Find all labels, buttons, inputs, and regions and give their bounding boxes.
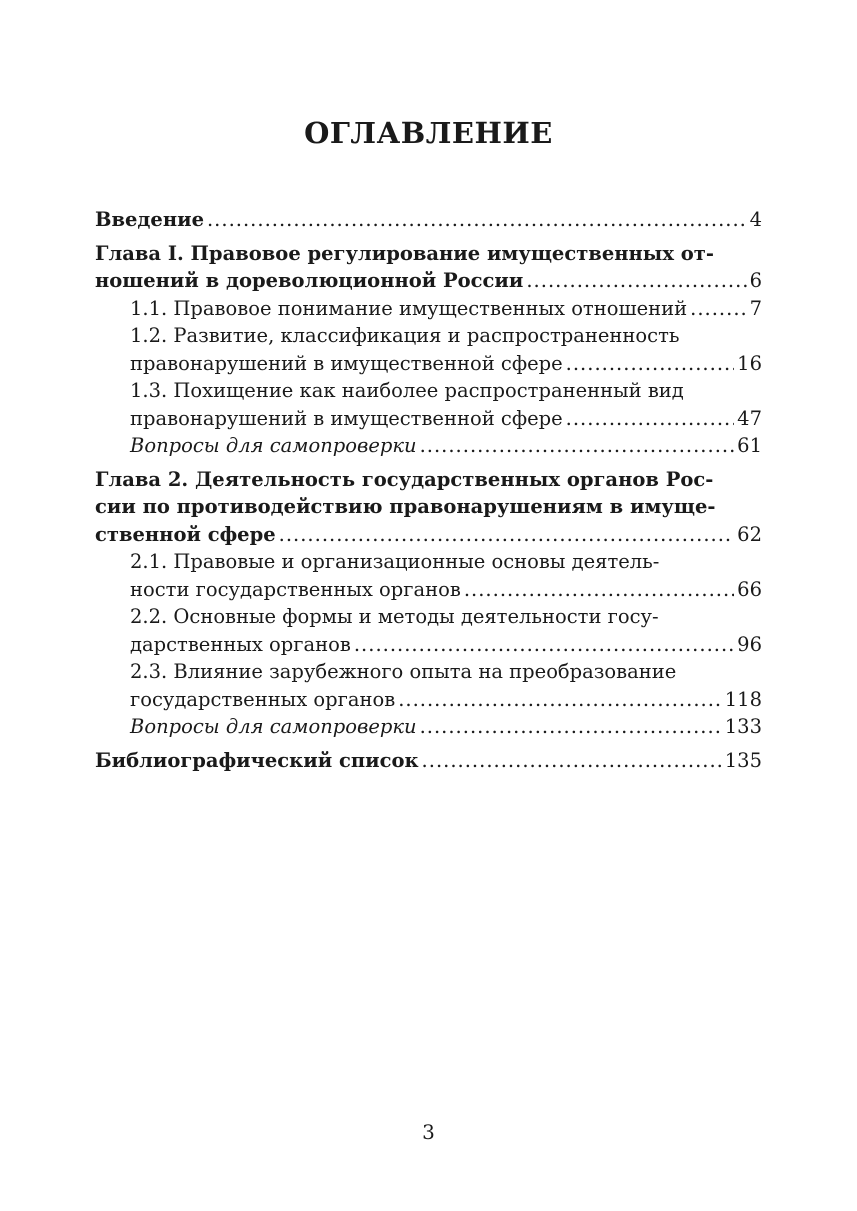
toc-entry-section-2-1[interactable]: [95, 548, 762, 603]
toc-entry-chapter-1[interactable]: [95, 240, 762, 295]
toc-entry-title: Вопросы для самопроверки: [130, 715, 417, 738]
toc-entry-title-line: ственной сфере: [95, 522, 276, 546]
toc-entry-bibliography[interactable]: [95, 747, 762, 775]
leader-dots: [420, 713, 722, 741]
toc-page-number: 4: [749, 208, 762, 231]
page-number: 3: [422, 1120, 435, 1144]
leader-dots: [398, 686, 722, 714]
leader-dots: [420, 432, 735, 460]
leader-dots: [279, 521, 735, 549]
toc-page-number: 133: [724, 715, 762, 738]
toc-entry-title-line: 2.2. Основные формы и методы деятельности госу-: [130, 605, 659, 628]
toc-page-number: 135: [724, 748, 762, 772]
toc-entry-title-line: правонарушений в имущественной сфере: [130, 406, 563, 430]
toc-entry-section-1-2[interactable]: [95, 322, 762, 377]
toc-entry-title-line: ношений в дореволюционной России: [95, 269, 524, 292]
toc-entry-title-line: 1.3. Похищение как наиболее распространенный вид: [130, 379, 684, 402]
toc-entry-self-check-1[interactable]: [95, 432, 762, 460]
toc-entry-section-2-2[interactable]: [95, 603, 762, 658]
toc-entry-self-check-2[interactable]: [95, 713, 762, 741]
toc-page-number: 66: [737, 577, 762, 601]
toc-entry-title-line: 1.2. Развитие, классификация и распространенность: [130, 324, 680, 347]
toc-entry-title: Библиографический список: [95, 748, 419, 772]
toc-entry-chapter-2[interactable]: [95, 466, 762, 549]
toc-entry-title-line: 2.1. Правовые и организационные основы деятель-: [130, 550, 660, 573]
toc-page-number: 118: [724, 687, 762, 711]
leader-dots: [464, 576, 734, 604]
table-of-contents: [95, 206, 762, 774]
toc-entry-title-line: 2.3. Влияние зарубежного опыта на преобразование: [130, 660, 677, 683]
toc-entry-title-line: ности государственных органов: [130, 577, 461, 601]
leader-dots: [422, 747, 722, 775]
toc-page-number: 47: [737, 406, 762, 430]
toc-entry-title: 1.1. Правовое понимание имущественных отношений: [130, 296, 688, 320]
toc-entry-title-line: государственных органов: [130, 687, 396, 711]
toc-entry-title: Вопросы для самопроверки: [130, 434, 417, 457]
leader-dots: [354, 631, 734, 659]
toc-page-number: 7: [749, 296, 762, 320]
toc-page-number: 6: [749, 269, 762, 292]
toc-entry-introduction[interactable]: [95, 206, 762, 234]
toc-entry-title-line: сии по противодействию правонарушениям в имуще-: [95, 495, 716, 518]
toc-entry-section-1-1[interactable]: [95, 295, 762, 323]
toc-entry-section-2-3[interactable]: [95, 658, 762, 713]
toc-entry-title: Введение: [95, 208, 204, 231]
leader-dots: [566, 405, 735, 433]
toc-entry-title-line: Глава I. Правовое регулирование имущественных от-: [95, 241, 714, 265]
leader-dots: [690, 295, 746, 323]
toc-entry-title-line: Глава 2. Деятельность государственных органов Рос-: [95, 467, 714, 491]
toc-page-number: 61: [737, 434, 762, 457]
leader-dots: [207, 206, 747, 234]
toc-entry-section-1-3[interactable]: [95, 377, 762, 432]
toc-page-number: 96: [737, 632, 762, 656]
toc-entry-title-line: правонарушений в имущественной сфере: [130, 351, 563, 375]
toc-page-number: 16: [737, 351, 762, 375]
leader-dots: [566, 350, 735, 378]
toc-page-number: 62: [737, 522, 762, 546]
leader-dots: [526, 267, 746, 295]
page-title: ОГЛАВЛЕНИЕ: [304, 116, 553, 150]
toc-entry-title-line: дарственных органов: [130, 632, 351, 656]
